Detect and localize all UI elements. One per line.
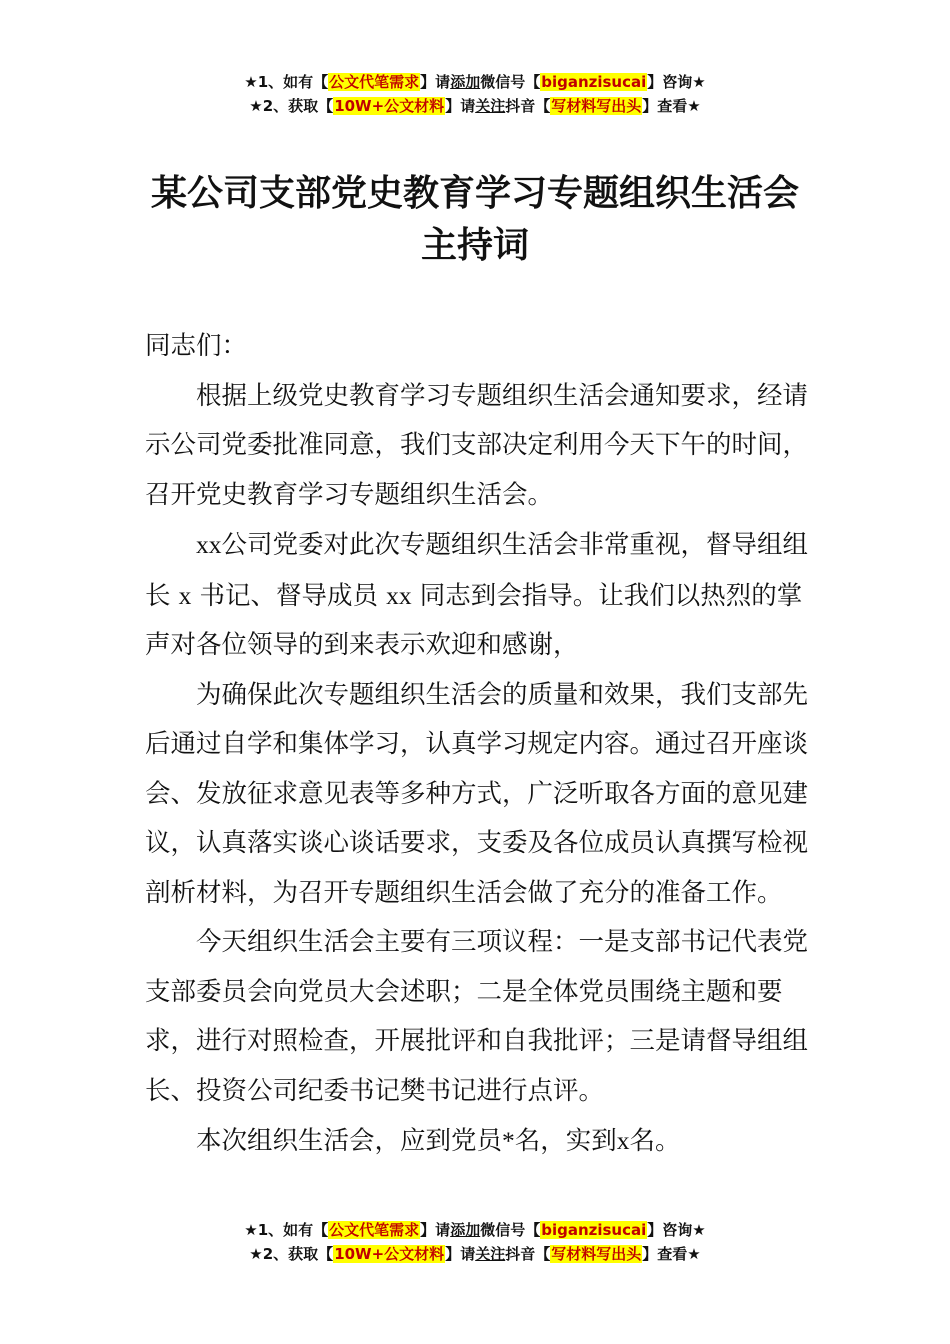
banner-highlight: 公文代笔需求 [329,1221,420,1239]
paragraph-2 [145,520,810,671]
douyin-account: 写材料写出头 [551,1245,642,1263]
paragraph-text: 公司党委对此次专题组织生活会非常重视，督导组组长 [145,530,809,611]
banner-text: 】请 [445,1245,476,1263]
banner-text: 】咨询★ [647,73,706,91]
banner-line-1 [0,70,950,94]
title-line-1: 某公司支部党史教育学习专题组织生活会 [150,173,799,214]
paragraph-5 [145,1116,810,1167]
banner-underline: 关注 [475,1245,506,1263]
banner-text: 】请 [420,73,451,91]
banner-text: ★1、如有【 [244,73,329,91]
salutation: 同志们： [145,331,248,361]
footer-banner [0,1218,950,1266]
banner-underline: 关注 [475,97,506,115]
paragraph-text: 同志到会指导。让我们以热烈的掌声对各位领导的到来表示欢迎和感谢， [145,580,803,660]
paragraph-text: 书记、督导成员 [199,580,378,611]
banner-line-2 [0,1242,950,1266]
placeholder-text: * [502,1126,515,1155]
banner-text: 】请 [420,1221,451,1239]
paragraph-text: 名。 [629,1126,681,1156]
banner-highlight: 10W+公文材料 [334,97,445,115]
placeholder-text: x [616,1126,630,1155]
banner-text: 抖音【 [505,1245,551,1263]
banner-text: ★2、获取【 [249,1245,334,1263]
banner-highlight: 公文代笔需求 [329,73,420,91]
banner-line-1 [0,1218,950,1242]
banner-underline: 添加 [450,73,481,91]
document-body [145,322,810,1167]
title-line-2: 主持词 [420,225,529,266]
placeholder-text: xx [386,580,412,610]
paragraph-4: 今天组织生活会主要有三项议程：一是支部书记代表党支部委员会向党员大会述职；二是全体党员围绕主题和要求，进行对照检查，开展批评和自我批评；三是请督导组组长、投资公司纪委书记樊书记进行点评。 [145,927,809,1106]
banner-highlight: 10W+公文材料 [334,1245,445,1263]
wechat-id: biganzisucai [541,73,647,91]
banner-text: 】查看★ [642,1245,701,1263]
placeholder-text: x [178,580,192,610]
douyin-account: 写材料写出头 [551,97,642,115]
banner-text: ★2、获取【 [249,97,334,115]
placeholder-text: xx [196,530,222,559]
banner-text: 】请 [445,97,476,115]
banner-text: 抖音【 [505,97,551,115]
document-title [0,168,950,272]
banner-line-2 [0,94,950,118]
banner-underline: 添加 [450,1221,481,1239]
paragraph-text: 本次组织生活会，应到党员 [196,1126,503,1156]
banner-text: 】查看★ [642,97,701,115]
banner-text: 微信号【 [480,73,541,91]
header-banner [0,70,950,118]
banner-text: ★1、如有【 [244,1221,329,1239]
banner-text: 微信号【 [480,1221,541,1239]
paragraph-text: 名，实到 [514,1126,617,1156]
banner-text: 】咨询★ [647,1221,706,1239]
wechat-id: biganzisucai [541,1221,647,1239]
paragraph-3: 为确保此次专题组织生活会的质量和效果，我们支部先后通过自学和集体学习，认真学习规定内容。通过召开座谈会、发放征求意见表等多种方式，广泛听取各方面的意见建议，认真落实谈心谈话要求，支委及各位成员认真撰写检视剖析材料，为召开专题组织生活会做了充分的准备工作。 [145,679,809,908]
paragraph-1: 根据上级党史教育学习专题组织生活会通知要求，经请示公司党委批准同意，我们支部决定利用今天下午的时间，召开党史教育学习专题组织生活会。 [145,380,809,510]
